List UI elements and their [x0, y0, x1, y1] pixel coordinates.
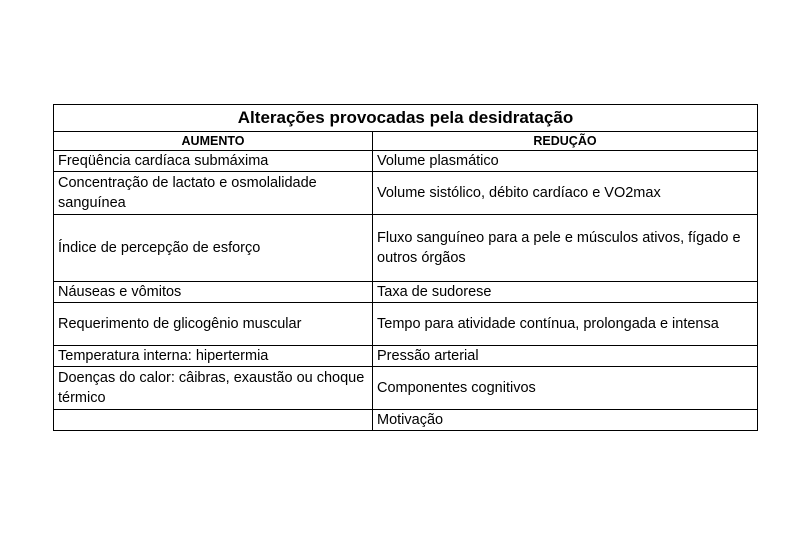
header-aumento: AUMENTO: [54, 132, 373, 151]
cell-reducao: Tempo para atividade contínua, prolongada e intensa: [373, 303, 758, 346]
cell-reducao: Volume sistólico, débito cardíaco e VO2max: [373, 172, 758, 215]
cell-aumento: Doenças do calor: câibras, exaustão ou choque térmico: [54, 367, 373, 410]
cell-aumento: [54, 410, 373, 431]
table-title-row: [54, 105, 758, 132]
cell-aumento: Freqüência cardíaca submáxima: [54, 151, 373, 172]
table-row: [54, 172, 758, 215]
cell-reducao: Motivação: [373, 410, 758, 431]
dehydration-table-figure: [53, 104, 757, 431]
cell-aumento: Náuseas e vômitos: [54, 282, 373, 303]
cell-aumento: Índice de percepção de esforço: [54, 215, 373, 282]
table-row: [54, 303, 758, 346]
cell-reducao: Fluxo sanguíneo para a pele e músculos ativos, fígado e outros órgãos: [373, 215, 758, 282]
table-row: [54, 151, 758, 172]
header-reducao: REDUÇÃO: [373, 132, 758, 151]
table-row: [54, 410, 758, 431]
table-header-row: [54, 132, 758, 151]
cell-aumento: Requerimento de glicogênio muscular: [54, 303, 373, 346]
table-row: [54, 346, 758, 367]
cell-reducao: Componentes cognitivos: [373, 367, 758, 410]
cell-reducao: Taxa de sudorese: [373, 282, 758, 303]
dehydration-effects-table: [53, 104, 758, 431]
table-title: Alterações provocadas pela desidratação: [54, 105, 758, 132]
table-row: [54, 367, 758, 410]
cell-reducao: Volume plasmático: [373, 151, 758, 172]
table-row: [54, 282, 758, 303]
cell-reducao: Pressão arterial: [373, 346, 758, 367]
table-row: [54, 215, 758, 282]
cell-aumento: Concentração de lactato e osmolalidade sanguínea: [54, 172, 373, 215]
cell-aumento: Temperatura interna: hipertermia: [54, 346, 373, 367]
